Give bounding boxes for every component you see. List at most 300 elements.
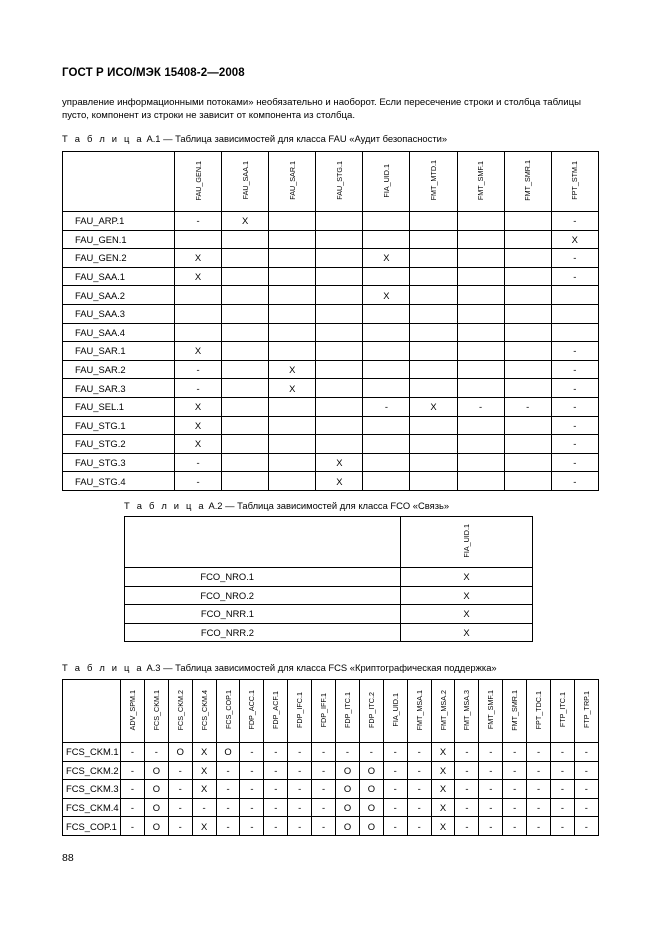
dependency-cell — [222, 379, 269, 398]
row-label: FAU_GEN.2 — [63, 249, 175, 268]
dependency-cell — [222, 286, 269, 305]
row-label: FAU_SAA.3 — [63, 304, 175, 323]
table-row — [63, 323, 599, 342]
dependency-cell — [457, 249, 504, 268]
header-corner-cell — [63, 152, 175, 212]
row-label: FAU_SEL.1 — [63, 397, 175, 416]
dependency-cell: X — [269, 379, 316, 398]
dependency-cell — [269, 453, 316, 472]
table-row — [63, 416, 599, 435]
dependency-cell — [551, 286, 598, 305]
column-header — [240, 680, 264, 743]
fau-dependency-table — [62, 151, 599, 491]
dependency-cell: - — [551, 817, 575, 836]
dependency-cell — [410, 212, 457, 231]
intro-paragraph: управление информационными потоками» необязательно и наоборот. Если пересечение строки и столбца таблицы пусто, компонент из строки не зависит от компонента из столбца. — [62, 97, 581, 121]
table2-caption-prefix: Т а б л и ц а — [124, 500, 206, 511]
dependency-cell: - — [503, 761, 527, 780]
column-header-label: FMT_SMF.1 — [476, 160, 486, 201]
dependency-cell: - — [551, 212, 598, 231]
dependency-cell — [222, 435, 269, 454]
dependency-cell: - — [240, 817, 264, 836]
column-header — [551, 152, 598, 212]
dependency-cell — [504, 472, 551, 491]
dependency-cell: X — [175, 416, 222, 435]
dependency-cell: X — [431, 761, 455, 780]
dependency-cell: X — [401, 586, 533, 605]
row-label: FAU_STG.3 — [63, 453, 175, 472]
dependency-cell: - — [527, 761, 551, 780]
dependency-cell — [316, 360, 363, 379]
column-header — [504, 152, 551, 212]
dependency-cell: O — [359, 761, 383, 780]
dependency-cell: - — [312, 780, 336, 799]
column-header — [175, 152, 222, 212]
dependency-cell: - — [551, 342, 598, 361]
dependency-cell: - — [121, 798, 145, 817]
row-label: FAU_SAA.4 — [63, 323, 175, 342]
dependency-cell — [410, 416, 457, 435]
page-number: 88 — [62, 852, 74, 864]
dependency-cell: - — [479, 761, 503, 780]
dependency-cell — [269, 342, 316, 361]
dependency-cell — [504, 416, 551, 435]
dependency-cell — [504, 286, 551, 305]
table3-caption — [62, 662, 497, 673]
dependency-cell — [316, 212, 363, 231]
dependency-cell: - — [336, 743, 360, 762]
dependency-cell — [551, 323, 598, 342]
column-header — [264, 680, 288, 743]
dependency-cell — [316, 397, 363, 416]
column-header — [288, 680, 312, 743]
dependency-cell: - — [551, 360, 598, 379]
dependency-cell: - — [455, 761, 479, 780]
column-header-label: FCS_COP.1 — [223, 690, 233, 730]
dependency-cell: - — [264, 780, 288, 799]
dependency-cell — [269, 286, 316, 305]
dependency-cell: X — [175, 397, 222, 416]
table-row — [63, 453, 599, 472]
dependency-cell: X — [192, 743, 216, 762]
dependency-cell: - — [264, 743, 288, 762]
table-row — [63, 342, 599, 361]
column-header-label: FIA_UID.1 — [381, 163, 391, 198]
row-label: FAU_STG.2 — [63, 435, 175, 454]
dependency-cell — [222, 304, 269, 323]
column-header-label: FDP_IFF.1 — [319, 692, 329, 728]
row-label: FAU_SAR.1 — [63, 342, 175, 361]
table-row — [63, 397, 599, 416]
column-header-label: FAU_STG.1 — [334, 161, 344, 200]
dependency-cell: - — [383, 798, 407, 817]
column-header — [431, 680, 455, 743]
dependency-cell: X — [431, 798, 455, 817]
dependency-cell: - — [479, 798, 503, 817]
column-header-label: FAU_SAA.1 — [240, 161, 250, 200]
dependency-cell: X — [551, 230, 598, 249]
dependency-cell: O — [168, 743, 192, 762]
table-row — [63, 743, 599, 762]
dependency-cell — [222, 323, 269, 342]
column-header-label: FPT_STM.1 — [570, 161, 580, 200]
dependency-cell — [269, 249, 316, 268]
dependency-cell: - — [216, 761, 240, 780]
dependency-cell: - — [455, 817, 479, 836]
dependency-cell: O — [359, 817, 383, 836]
dependency-cell: O — [336, 798, 360, 817]
dependency-cell: - — [479, 743, 503, 762]
dependency-cell — [457, 379, 504, 398]
dependency-cell — [316, 435, 363, 454]
dependency-cell: - — [168, 761, 192, 780]
dependency-cell — [175, 286, 222, 305]
dependency-cell — [457, 323, 504, 342]
dependency-cell: - — [407, 761, 431, 780]
column-header-label: FMT_MSA.1 — [414, 689, 424, 731]
row-label: FCS_CKM.1 — [63, 743, 121, 762]
dependency-cell: - — [551, 743, 575, 762]
dependency-cell: - — [551, 761, 575, 780]
dependency-cell — [551, 304, 598, 323]
dependency-cell: - — [288, 817, 312, 836]
dependency-cell: - — [175, 360, 222, 379]
dependency-cell — [363, 472, 410, 491]
dependency-cell: - — [551, 249, 598, 268]
table-row — [125, 586, 533, 605]
column-header — [168, 680, 192, 743]
table1-caption — [62, 133, 447, 144]
row-label: FAU_SAR.3 — [63, 379, 175, 398]
dependency-cell: - — [240, 798, 264, 817]
dependency-cell — [316, 267, 363, 286]
dependency-cell: - — [175, 379, 222, 398]
dependency-cell: O — [144, 780, 168, 799]
dependency-cell — [410, 379, 457, 398]
dependency-cell: O — [359, 798, 383, 817]
dependency-cell: - — [455, 743, 479, 762]
dependency-cell: X — [431, 743, 455, 762]
dependency-cell: X — [192, 817, 216, 836]
dependency-cell — [316, 230, 363, 249]
column-header — [457, 152, 504, 212]
dependency-cell — [504, 267, 551, 286]
dependency-cell: X — [401, 623, 533, 642]
dependency-cell: - — [144, 743, 168, 762]
column-header-label: FDP_IFC.1 — [295, 692, 305, 728]
dependency-cell — [504, 323, 551, 342]
column-header — [479, 680, 503, 743]
table1-caption-text: A.1 — Таблица зависимостей для класса FAU «Аудит безопасности» — [143, 133, 448, 144]
dependency-cell — [363, 342, 410, 361]
dependency-cell: - — [264, 798, 288, 817]
dependency-cell — [363, 230, 410, 249]
column-header-label: FAU_SAR.1 — [287, 161, 297, 200]
dependency-cell: - — [551, 397, 598, 416]
column-header — [503, 680, 527, 743]
dependency-cell — [363, 304, 410, 323]
dependency-cell: - — [527, 817, 551, 836]
dependency-cell: O — [216, 743, 240, 762]
dependency-cell — [222, 342, 269, 361]
dependency-cell: - — [504, 397, 551, 416]
column-header-label: FTP_ITC.1 — [557, 692, 567, 728]
dependency-cell: - — [503, 780, 527, 799]
table-row — [63, 212, 599, 231]
dependency-cell — [363, 416, 410, 435]
row-label: FCS_CKM.3 — [63, 780, 121, 799]
row-label: FAU_SAR.2 — [63, 360, 175, 379]
dependency-cell — [457, 360, 504, 379]
table-row — [125, 605, 533, 624]
dependency-cell — [410, 435, 457, 454]
dependency-cell: - — [175, 453, 222, 472]
dependency-cell: X — [222, 212, 269, 231]
dependency-cell — [316, 342, 363, 361]
table-row — [125, 623, 533, 642]
column-header-label: FCS_CKM.1 — [151, 689, 161, 731]
dependency-cell: - — [288, 761, 312, 780]
column-header-label: FIA_UID.1 — [462, 524, 471, 558]
dependency-cell: - — [407, 780, 431, 799]
dependency-cell: - — [407, 798, 431, 817]
dependency-cell — [222, 360, 269, 379]
dependency-cell — [222, 230, 269, 249]
column-header — [527, 680, 551, 743]
dependency-cell: - — [527, 743, 551, 762]
dependency-cell: - — [551, 416, 598, 435]
table-row — [63, 761, 599, 780]
dependency-cell: - — [192, 798, 216, 817]
dependency-cell: X — [192, 780, 216, 799]
column-header-label: FCS_CKM.2 — [175, 689, 185, 731]
dependency-cell — [457, 230, 504, 249]
dependency-cell: - — [312, 761, 336, 780]
row-label: FAU_SAA.2 — [63, 286, 175, 305]
dependency-cell: - — [240, 743, 264, 762]
row-label: FCO_NRR.2 — [125, 623, 401, 642]
dependency-cell: - — [383, 780, 407, 799]
dependency-cell: - — [574, 761, 598, 780]
dependency-cell: - — [121, 743, 145, 762]
dependency-cell: - — [574, 780, 598, 799]
dependency-cell: - — [288, 798, 312, 817]
dependency-cell: - — [503, 817, 527, 836]
dependency-cell — [316, 286, 363, 305]
dependency-cell: X — [175, 342, 222, 361]
dependency-cell: - — [479, 780, 503, 799]
header-corner-cell — [125, 517, 401, 568]
dependency-cell: - — [455, 780, 479, 799]
column-header — [336, 680, 360, 743]
dependency-cell: - — [551, 472, 598, 491]
page-header: ГОСТ Р ИСО/МЭК 15408-2—2008 — [62, 67, 245, 79]
table-row — [63, 230, 599, 249]
column-header-label: FMT_MSA.3 — [462, 689, 472, 731]
dependency-cell — [504, 230, 551, 249]
row-label: FAU_GEN.1 — [63, 230, 175, 249]
dependency-cell — [363, 360, 410, 379]
dependency-cell — [269, 212, 316, 231]
dependency-cell: - — [574, 798, 598, 817]
dependency-cell — [363, 323, 410, 342]
dependency-cell — [410, 286, 457, 305]
dependency-cell — [363, 435, 410, 454]
column-header — [192, 680, 216, 743]
dependency-cell: O — [336, 817, 360, 836]
table2-caption-text: A.2 — Таблица зависимостей для класса FCO «Связь» — [205, 500, 450, 511]
column-header-label: FMT_MSA.2 — [438, 689, 448, 731]
dependency-cell: - — [359, 743, 383, 762]
column-header-label: FIA_UID.1 — [390, 693, 400, 727]
table2-caption — [124, 500, 449, 511]
dependency-cell — [457, 304, 504, 323]
dependency-cell: - — [551, 780, 575, 799]
dependency-cell: - — [312, 743, 336, 762]
dependency-cell — [457, 212, 504, 231]
column-header-label: FTP_TRP.1 — [581, 691, 591, 729]
dependency-cell — [269, 472, 316, 491]
row-label: FAU_STG.4 — [63, 472, 175, 491]
column-header — [359, 680, 383, 743]
dependency-cell: X — [316, 472, 363, 491]
dependency-cell: - — [216, 817, 240, 836]
dependency-cell — [222, 249, 269, 268]
dependency-cell: - — [216, 798, 240, 817]
dependency-cell — [222, 267, 269, 286]
dependency-cell — [504, 304, 551, 323]
dependency-cell — [504, 249, 551, 268]
dependency-cell — [457, 453, 504, 472]
dependency-cell — [410, 342, 457, 361]
column-header-label: FMT_SMR.1 — [523, 160, 533, 201]
column-header — [551, 680, 575, 743]
dependency-cell: O — [144, 761, 168, 780]
dependency-cell — [222, 397, 269, 416]
dependency-cell — [410, 230, 457, 249]
column-header — [401, 517, 533, 568]
dependency-cell: - — [455, 798, 479, 817]
dependency-cell: - — [574, 817, 598, 836]
column-header — [363, 152, 410, 212]
dependency-cell — [316, 304, 363, 323]
dependency-cell: - — [383, 743, 407, 762]
column-header-label: ADV_SPM.1 — [127, 689, 137, 731]
column-header — [407, 680, 431, 743]
dependency-cell: - — [288, 780, 312, 799]
column-header — [316, 152, 363, 212]
dependency-cell: - — [175, 472, 222, 491]
dependency-cell: - — [527, 798, 551, 817]
dependency-cell: O — [144, 798, 168, 817]
dependency-cell — [504, 360, 551, 379]
dependency-cell: X — [431, 780, 455, 799]
dependency-cell — [410, 453, 457, 472]
dependency-cell: - — [121, 780, 145, 799]
dependency-cell — [363, 267, 410, 286]
table3-caption-text: A.3 — Таблица зависимостей для класса FCS «Криптографическая поддержка» — [143, 662, 497, 673]
row-label: FCS_COP.1 — [63, 817, 121, 836]
dependency-cell — [504, 435, 551, 454]
dependency-cell: - — [264, 817, 288, 836]
dependency-cell: - — [383, 761, 407, 780]
dependency-cell — [222, 453, 269, 472]
column-header — [216, 680, 240, 743]
dependency-cell: - — [288, 743, 312, 762]
dependency-cell: - — [407, 817, 431, 836]
dependency-cell — [410, 267, 457, 286]
dependency-cell — [504, 453, 551, 472]
dependency-cell: - — [168, 817, 192, 836]
dependency-cell — [457, 435, 504, 454]
dependency-cell — [222, 416, 269, 435]
dependency-cell: O — [144, 817, 168, 836]
table3-caption-prefix: Т а б л и ц а — [62, 662, 144, 673]
column-header — [410, 152, 457, 212]
dependency-cell — [410, 360, 457, 379]
dependency-cell: - — [312, 817, 336, 836]
row-label: FCO_NRO.1 — [125, 568, 401, 587]
dependency-cell — [269, 416, 316, 435]
dependency-cell: - — [168, 780, 192, 799]
dependency-cell — [457, 286, 504, 305]
dependency-cell — [410, 304, 457, 323]
row-label: FCO_NRR.1 — [125, 605, 401, 624]
column-header — [121, 680, 145, 743]
table-row — [63, 249, 599, 268]
dependency-cell: - — [264, 761, 288, 780]
row-label: FAU_SAA.1 — [63, 267, 175, 286]
column-header-label: FMT_SMR.1 — [510, 689, 520, 731]
column-header-label: FMT_MTD.1 — [429, 160, 439, 201]
dependency-cell: - — [240, 780, 264, 799]
dependency-cell: - — [121, 817, 145, 836]
dependency-cell: X — [175, 267, 222, 286]
fco-dependency-table — [124, 516, 533, 642]
table-row — [63, 379, 599, 398]
dependency-cell: - — [407, 743, 431, 762]
dependency-cell: - — [527, 780, 551, 799]
column-header — [312, 680, 336, 743]
fcs-dependency-table — [62, 679, 599, 836]
dependency-cell: - — [240, 761, 264, 780]
dependency-cell — [269, 230, 316, 249]
dependency-cell: X — [431, 817, 455, 836]
dependency-cell: - — [216, 780, 240, 799]
column-header-label: FDP_ITC.1 — [342, 692, 352, 728]
dependency-cell: - — [551, 453, 598, 472]
dependency-cell: - — [574, 743, 598, 762]
table-row — [63, 817, 599, 836]
dependency-cell: - — [551, 267, 598, 286]
dependency-cell: X — [401, 605, 533, 624]
dependency-cell — [316, 416, 363, 435]
table-row — [63, 304, 599, 323]
column-header — [269, 152, 316, 212]
dependency-cell — [363, 379, 410, 398]
table-row — [63, 780, 599, 799]
dependency-cell: - — [503, 743, 527, 762]
dependency-cell — [269, 267, 316, 286]
row-label: FCO_NRO.2 — [125, 586, 401, 605]
dependency-cell: O — [359, 780, 383, 799]
dependency-cell — [316, 323, 363, 342]
dependency-cell — [222, 472, 269, 491]
column-header-label: FMT_SMF.1 — [486, 690, 496, 730]
dependency-cell: - — [121, 761, 145, 780]
dependency-cell — [457, 267, 504, 286]
dependency-cell — [269, 304, 316, 323]
